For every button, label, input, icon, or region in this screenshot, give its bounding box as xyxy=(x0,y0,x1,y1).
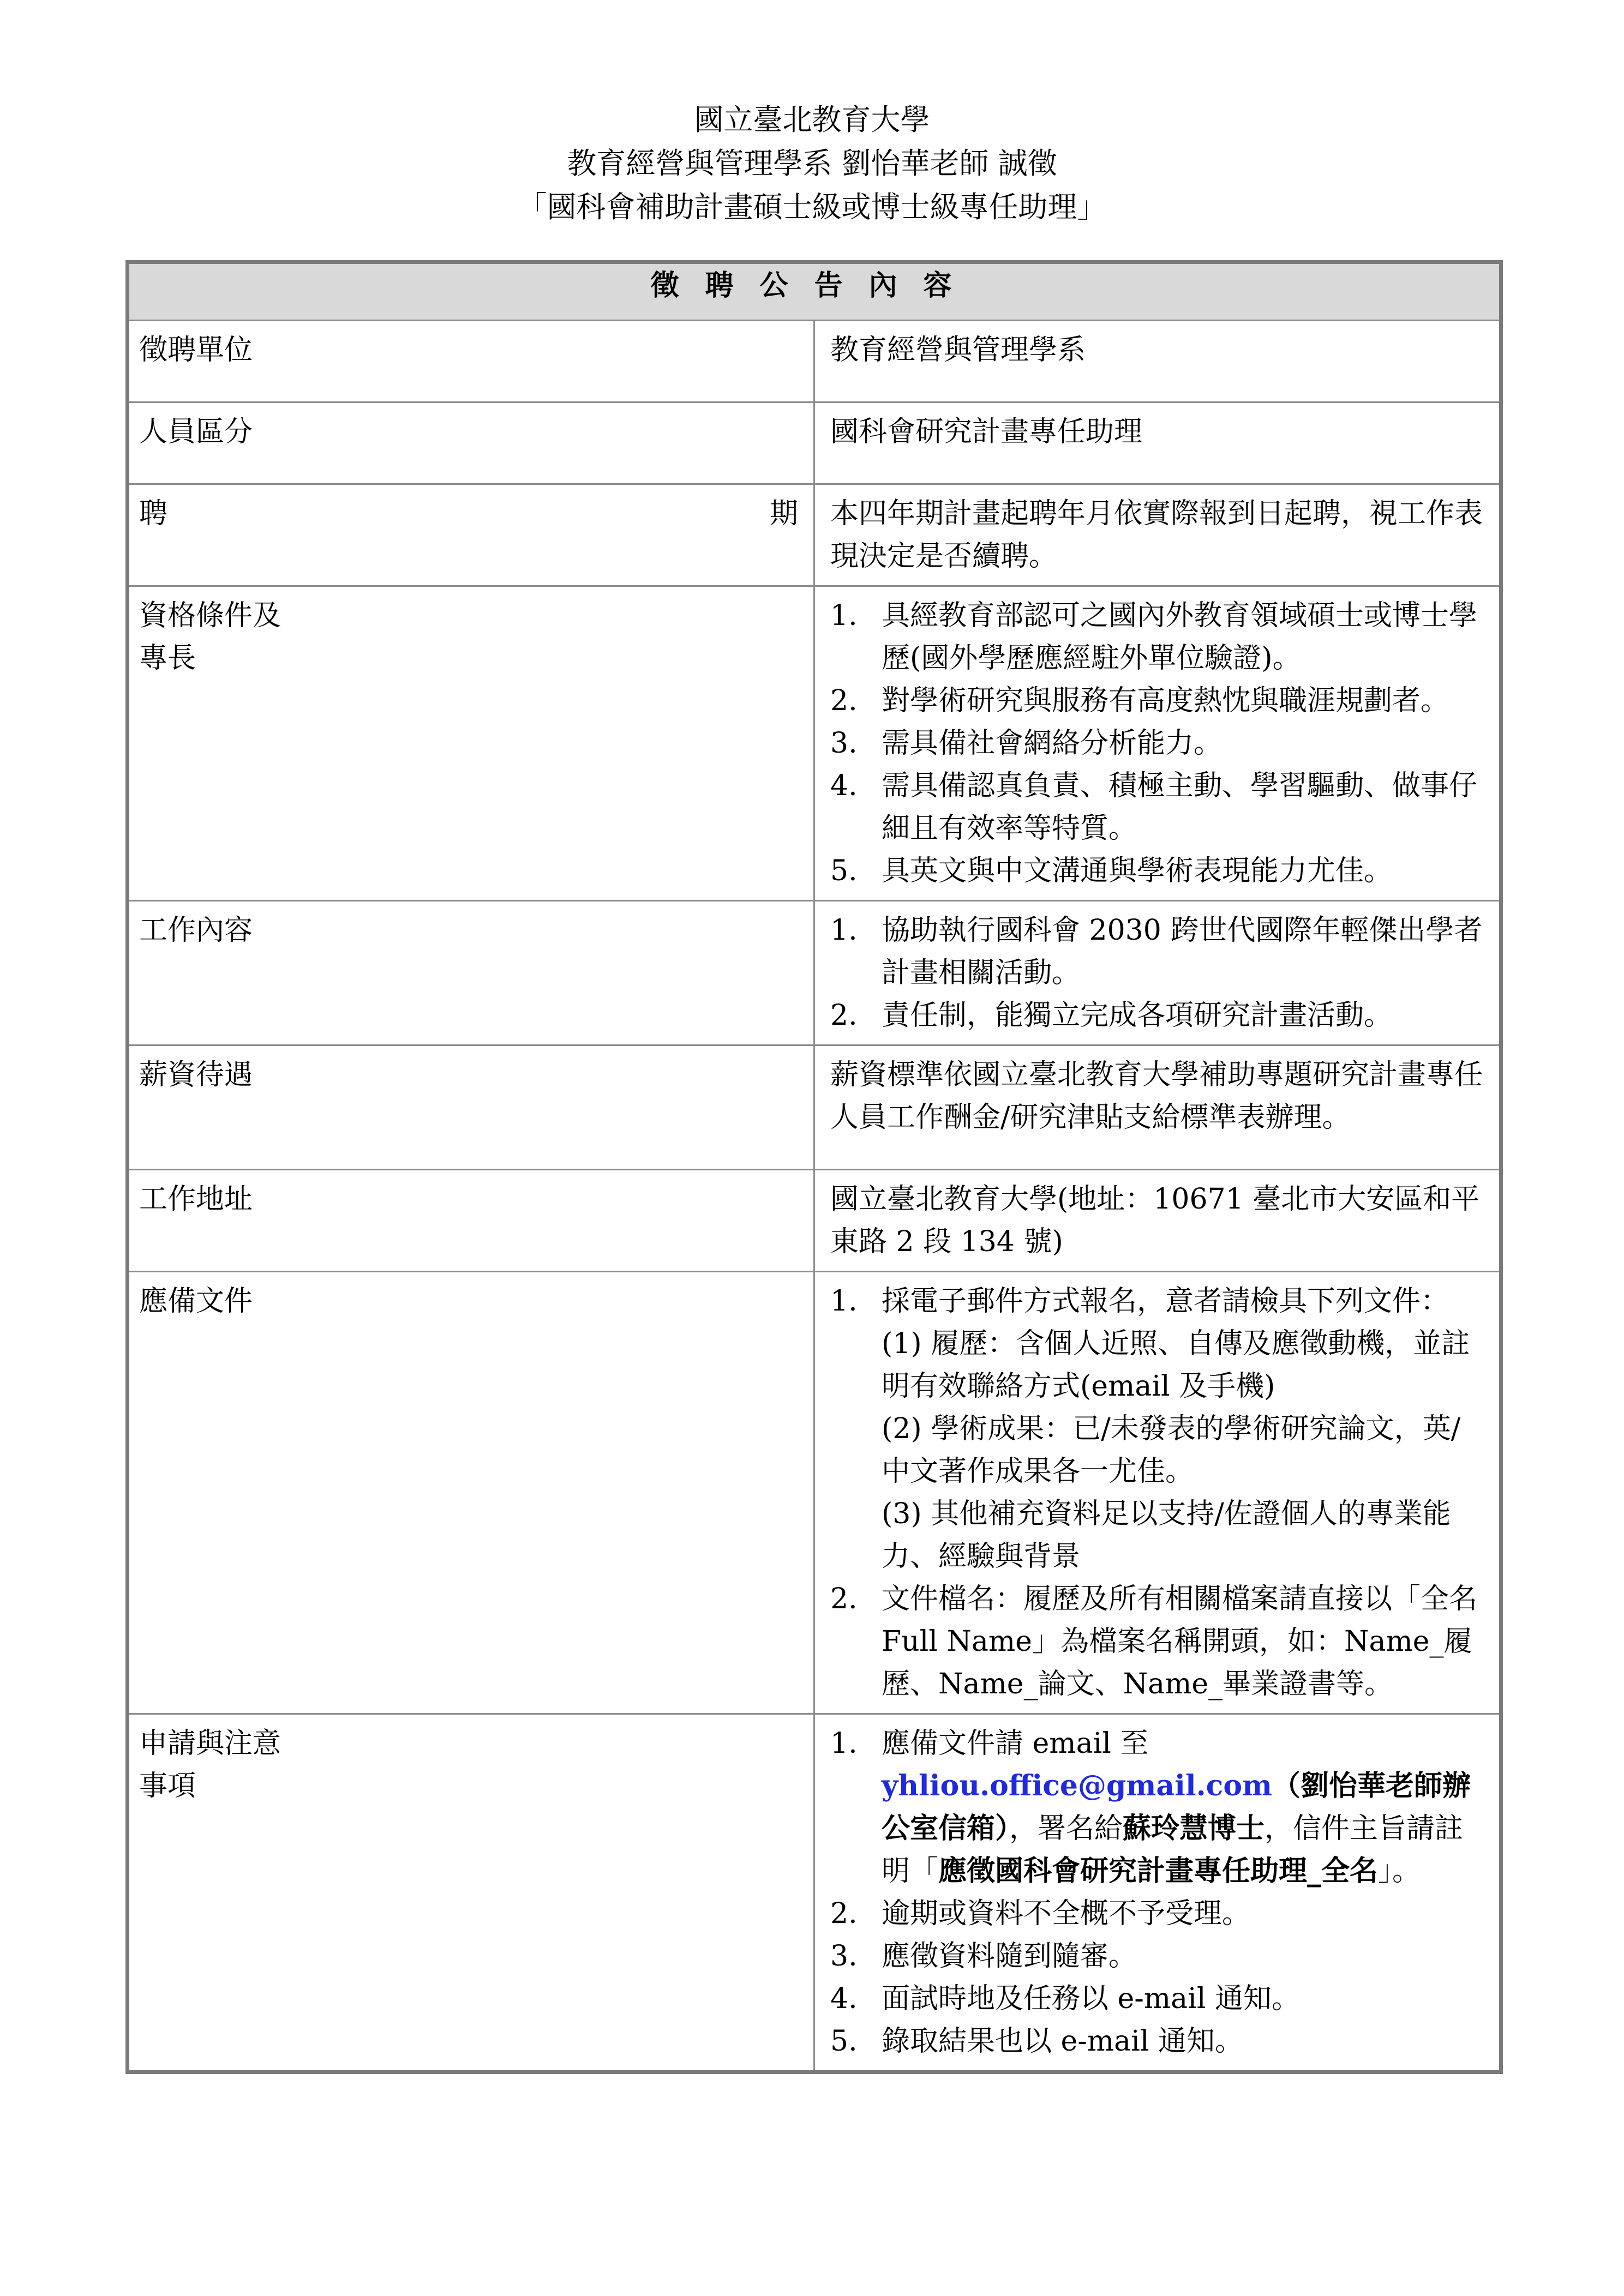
row-duties xyxy=(128,901,1501,1045)
label-address: 工作地址 xyxy=(128,1170,814,1272)
label-term-b: 期 xyxy=(769,497,798,530)
label-notes xyxy=(128,1714,814,2072)
row-term xyxy=(128,484,1501,586)
position-title: 「國科會補助計畫碩士級或博士級專任助理」 xyxy=(517,190,1107,224)
documents-sub-3: (3) 其他補充資料足以支持/佐證個人的專業能力、經驗與背景 xyxy=(882,1498,1451,1573)
row-salary xyxy=(128,1045,1501,1170)
row-qualifications xyxy=(128,586,1501,901)
value-documents xyxy=(814,1272,1501,1714)
label-duties: 工作內容 xyxy=(128,901,814,1045)
page-header xyxy=(0,98,1624,229)
contact-email-link[interactable]: yhliou.office@gmail.com xyxy=(882,1769,1273,1802)
row-documents xyxy=(128,1272,1501,1714)
list-item: 1. 採電子郵件方式報名，意者請檢具下列文件： (1) 履歷：含個人近照、自傳及應徵動機，並註明有效聯絡方式(email 及手機) (2) 學術成果：已/未發表的學術研究論文，英/中文著作成果各一尤佳。 (3) 其他補充資料足以支持/佐證個人的專業能力、經驗與背景 xyxy=(830,1280,1484,1578)
label-term xyxy=(128,484,814,586)
table-title: 徵聘公告內容 xyxy=(128,262,1501,321)
row-address xyxy=(128,1170,1501,1272)
documents-sub-2: (2) 學術成果：已/未發表的學術研究論文，英/中文著作成果各一尤佳。 xyxy=(882,1413,1461,1488)
list-item: 4. 面試時地及任務以 e-mail 通知。 xyxy=(830,1982,1300,2015)
row-category xyxy=(128,402,1501,484)
list-item: 3. 需具備社會網絡分析能力。 xyxy=(830,727,1223,760)
value-qualifications xyxy=(814,586,1501,901)
label-category: 人員區分 xyxy=(128,402,814,484)
row-unit xyxy=(128,321,1501,402)
list-item: 1. 應備文件請 email 至 yhliou.office@gmail.com（劉怡華老師辦公室信箱），署名給蘇玲慧博士，信件主旨請註明「應徵國科會研究計畫專任助理_全名」。 xyxy=(830,1727,1471,1888)
documents-sub-1: (1) 履歷：含個人近照、自傳及應徵動機，並註明有效聯絡方式(email 及手機) xyxy=(882,1327,1470,1403)
label-term-a: 聘 xyxy=(139,497,168,530)
email-subject: 應徵國科會研究計畫專任助理_全名 xyxy=(938,1854,1379,1888)
row-notes xyxy=(128,1714,1501,2072)
label-notes-text: 申請與注意事項 xyxy=(139,1727,281,1802)
recruitment-table xyxy=(125,260,1503,2074)
list-item: 2. 逾期或資料不全概不予受理。 xyxy=(830,1897,1251,1930)
value-duties xyxy=(814,901,1501,1045)
label-salary: 薪資待遇 xyxy=(128,1045,814,1170)
value-notes xyxy=(814,1714,1501,2072)
list-item: 1. 協助執行國科會 2030 跨世代國際年輕傑出學者計畫相關活動。 xyxy=(830,914,1483,989)
list-item: 2. 責任制，能獨立完成各項研究計畫活動。 xyxy=(830,999,1393,1032)
list-item: 2. 對學術研究與服務有高度熱忱與職涯規劃者。 xyxy=(830,684,1449,717)
value-salary: 薪資標準依國立臺北教育大學補助專題研究計畫專任人員工作酬金/研究津貼支給標準表辦理。 xyxy=(814,1045,1501,1170)
department-teacher-line: 教育經營與管理學系 劉怡華老師 誠徵 xyxy=(567,146,1057,181)
label-qualifications-text: 資格條件及專長 xyxy=(139,599,281,675)
list-item: 2. 文件檔名：履歷及所有相關檔案請直接以「全名 Full Name」為檔案名稱開頭，如：Name_履歷、Name_論文、Name_畢業證書等。 xyxy=(830,1583,1478,1700)
value-address: 國立臺北教育大學(地址：10671 臺北市大安區和平東路 2 段 134 號) xyxy=(814,1170,1501,1272)
recipient-name: 蘇玲慧博士 xyxy=(1123,1812,1265,1845)
list-item: 5. 具英文與中文溝通與學術表現能力尤佳。 xyxy=(830,855,1393,887)
value-category: 國科會研究計畫專任助理 xyxy=(814,402,1501,484)
label-documents: 應備文件 xyxy=(128,1272,814,1714)
value-term: 本四年期計畫起聘年月依實際報到日起聘，視工作表現決定是否續聘。 xyxy=(814,484,1501,586)
list-item: 5. 錄取結果也以 e-mail 通知。 xyxy=(830,2025,1243,2058)
value-unit: 教育經營與管理學系 xyxy=(814,321,1501,402)
label-unit: 徵聘單位 xyxy=(128,321,814,402)
list-item: 4. 需具備認真負責、積極主動、學習驅動、做事仔細且有效率等特質。 xyxy=(830,770,1478,845)
label-qualifications xyxy=(128,586,814,901)
list-item: 1. 具經教育部認可之國內外教育領域碩士或博士學歷(國外學歷應經駐外單位驗證)。 xyxy=(830,599,1478,675)
list-item: 3. 應徵資料隨到隨審。 xyxy=(830,1940,1137,1973)
university-name: 國立臺北教育大學 xyxy=(694,103,930,137)
documents-intro: 採電子郵件方式報名，意者請檢具下列文件： xyxy=(882,1285,1449,1318)
